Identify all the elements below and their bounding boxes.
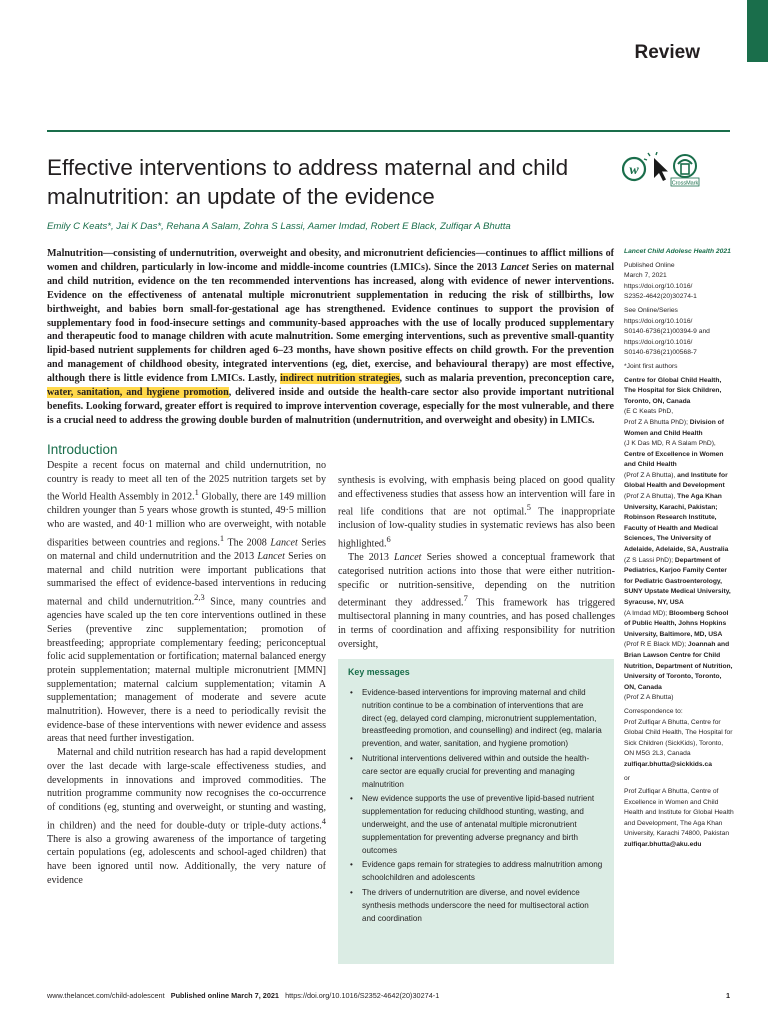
author-list: Emily C Keats*, Jai K Das*, Rehana A Salam, Zohra S Lassi, Aamer Imdad, Robert E Black, Zulfiqar A Bhutta [47, 221, 511, 232]
key-messages-panel [338, 659, 614, 964]
correspondence-1: Correspondence to: Prof Zulfiqar A Bhutta, Centre for Global Child Health, The Hospital for Sick Children (SickKids), Toronto, ON M5G 2L3, Canada zulfiqar.bhutta@sickkids.ca [624, 707, 733, 768]
introduction-column [47, 442, 326, 888]
article-sidebar [624, 247, 734, 854]
published-online-info[interactable]: Published Online March 7, 2021 https://doi.org/10.1016/ S2352-4642(20)30274-1 [624, 261, 697, 301]
page-footer [47, 991, 730, 1000]
article-title: Effective interventions to address maternal and child malnutrition: an update of the evidence [47, 155, 569, 209]
intro-paragraph-1: Despite a recent focus on maternal and child undernutrition, no country is ready to meet all ten of the 2025 nutrition targets set by the World Health Assembly in 2012.$^1$ Globally, there are 149 million children younger than 5 years whose growth is stunted, 49·5 million who are wasted, and 40·1 million who are overweight, with notable disparities between countries and regions.$^1$ The 2008 Lancet Series on maternal and child undernutrition and the 2013 Lancet Series on maternal and child nutrition were important publications that summarised the effect of evidence-based interventions in reducing maternal and child undernutrition.$^{2,3}$ Since, many countries and agencies have scaled up the ten core interventions outlined in these Series (preventive zinc supplementation; promotion of breastfeeding; appropriate complementary feeding; periconceptual folic acid supplementation or fortification; maternal balanced energy protein supplementation; maternal multiple micronutrient [MMN] supplementation; maternal calcium supplementation; vitamin A supplementation; management of moderate and severe acute malnutrition). However, there is a need to periodically revisit the evidence-base of these interventions with newer evidence and assess areas that need further investigation. [47, 460, 327, 745]
correspondence-2: Prof Zulfiqar A Bhutta, Centre of Excellence in Women and Child Health and Institute for Global Health and Development, The Aga Khan University, Karachi 74800, Pakistan zulfiqar.bhutta@aku.edu [624, 788, 734, 849]
key-messages-list [348, 687, 604, 925]
key-message-item: • The drivers of undernutrition are diverse, and novel evidence synthesis methods underscore the need for multisectoral action and coordination [348, 887, 604, 925]
svg-text:CrossMark: CrossMark [671, 180, 699, 187]
joint-first-note: *Joint first authors [624, 362, 678, 370]
footer-doi-link[interactable]: https://doi.org/10.1016/S2352-4642(20)30274-1 [285, 991, 440, 1000]
key-message-item: • Evidence-based interventions for improving maternal and child nutrition continue to be a combination of interventions that are direct (eg, delayed cord clamping, micronutrient supplementation, breastfeeding promotion, and counselling) and indirect (eg, malaria prevention, and water, sanitation, and hygiene promotion) [348, 687, 604, 751]
svg-text:w: w [629, 163, 639, 178]
second-column [338, 474, 615, 652]
journal-color-bar [747, 0, 768, 62]
correspondence-email-1[interactable]: zulfiqar.bhutta@sickkids.ca [624, 760, 712, 768]
article-icons [622, 152, 712, 188]
col2-paragraph-1: synthesis is evolving, with emphasis being placed on good quality and effectiveness studies that assess how an intervention will fare in real life conditions that are not optimal.$^5$ The inappropriate inclusion of low-quality studies in systematic reviews has also been highlighted.$^6$ [338, 475, 615, 550]
col2-paragraph-2: The 2013 Lancet Series showed a conceptual framework that categorised nutrition actions into those that were either nutrition-specific or nutrition-sensitive, depending on the nutrition determinant they addressed.$^7$ This framework has triggered multisectoral planning in many countries, and has posed challenges in terms of coordination and affixing responsibility for nutrition oversight, [338, 552, 615, 650]
highlight-indirect-nutrition: indirect nutrition strategies [280, 373, 400, 385]
introduction-heading: Introduction [47, 442, 118, 457]
key-messages-title: Key messages [348, 667, 410, 677]
footer-published: Published online March 7, 2021 [170, 991, 279, 1000]
header-rule [47, 130, 730, 132]
page-number: 1 [725, 991, 730, 1000]
intro-paragraph-2: Maternal and child nutrition research has had a rapid development over the last decade with large-scale effectiveness studies, and developments in innovations and improved commodities. The nutrition programme community now recognises the co-occurrence of conditions (eg, stunting and overweight, or stunting and wasting, in children) and the need for double-duty or triple-duty actions.$^4$ There is also a growing awareness of the importance of targeting certain populations (eg, adolescents and school-aged children) that have been ignored until now. Additionally, the very nature of evidence [47, 747, 326, 886]
highlight-wash: water, sanitation, and hygiene promotion [47, 387, 229, 399]
see-online-links[interactable]: See Online/Series https://doi.org/10.1016/ S0140-6736(21)00394-9 and https://doi.org/10.1016/ S0140-6736(21)00568-7 [624, 306, 710, 357]
comment-w-icon[interactable] [623, 158, 645, 180]
key-message-item: • Evidence gaps remain for strategies to address malnutrition among schoolchildren and adolescents [348, 859, 604, 885]
key-message-item: • Nutritional interventions delivered within and outside the health-care sector are equally crucial for preventing and managing malnutrition [348, 753, 604, 791]
correspondence-or: or [624, 774, 630, 782]
footer-site-link[interactable]: www.thelancet.com/child-adolescent [47, 991, 165, 1000]
cursor-icon [644, 152, 668, 181]
correspondence-email-2[interactable]: zulfiqar.bhutta@aku.edu [624, 841, 702, 849]
journal-citation: Lancet Child Adolesc Health 2021 [624, 248, 731, 255]
section-label: Review [634, 42, 700, 63]
affiliations: Centre for Global Child Health, The Hospital for Sick Children, Toronto, ON, Canada (E C Keats PhD, Prof Z A Bhutta PhD); Division of Women and Child Health (J K Das MD, R A Salam PhD), Centre of Excellence in Women and Child Health (Prof Z A Bhutta), and Institute for Global Health and Development (Prof Z A Bhutta), The Aga Khan University, Karachi, Pakistan; Robinson Research Institute, Faculty of Health and Medical Sciences, The University of Adelaide, Adelaide, SA, Australia (Z S Lassi PhD); Department of Pediatrics, Karjoo Family Center for Pediatric Gastroenterology, SUNY Upstate Medical University, Syracuse, NY, USA (A Imdad MD); Bloomberg School of Public Health, Johns Hopkins University, Baltimore, MD, USA (Prof R E Black MD); Joannah and Brian Lawson Centre for Child Nutrition, Department of Nutrition, University of Toronto, Toronto, ON, Canada (Prof Z A Bhutta) [624, 376, 733, 702]
abstract: Malnutrition—consisting of undernutrition, overweight and obesity, and micronutrient deficiencies—continues to afflict millions of women and children, particularly in low-income and middle-income countries (LMICs). Since the 2013 Lancet Series on maternal and child nutrition, evidence on the ten recommended interventions has increased, along with evidence of newer interventions. Evidence on the effectiveness of antenatal multiple micronutrient supplementation in reducing the risk of stillbirths, low birthweight, and babies born small-for-gestational age has strengthened. Evidence continues to support the provision of supplementary food in food-insecure settings and community-based approaches with the use of locally produced supplementary and therapeutic food to manage children with acute malnutrition. Some emerging interventions, such as preventive small-quantity lipid-based nutrient supplements for children aged 6–23 months, have shown positive effects on child growth. For the prevention and management of childhood obesity, integrated interventions (eg, diet, exercise, and behavioural therapy) are most effective, although there is little evidence from LMICs. Lastly, indirect nutrition strategies, such as malaria prevention, preconception care, water, sanitation, and hygiene promotion, delivered inside and outside the health-care sector also provide important nutritional benefits. Looking forward, greater effort is required to improve intervention coverage, especially for the most vulnerable, and there is a crucial need to address the growing double burden of malnutrition (undernutrition, and overweight and obesity) in LMICs. [47, 248, 614, 426]
crossmark-icon[interactable] [671, 155, 699, 187]
key-message-item: • New evidence supports the use of preventive lipid-based nutrient supplementation for reducing childhood stunting, wasting, and underweight, and the use of antenatal multiple micronutrient supplementation for preventing adverse pregnancy and birth outcomes [348, 793, 604, 857]
